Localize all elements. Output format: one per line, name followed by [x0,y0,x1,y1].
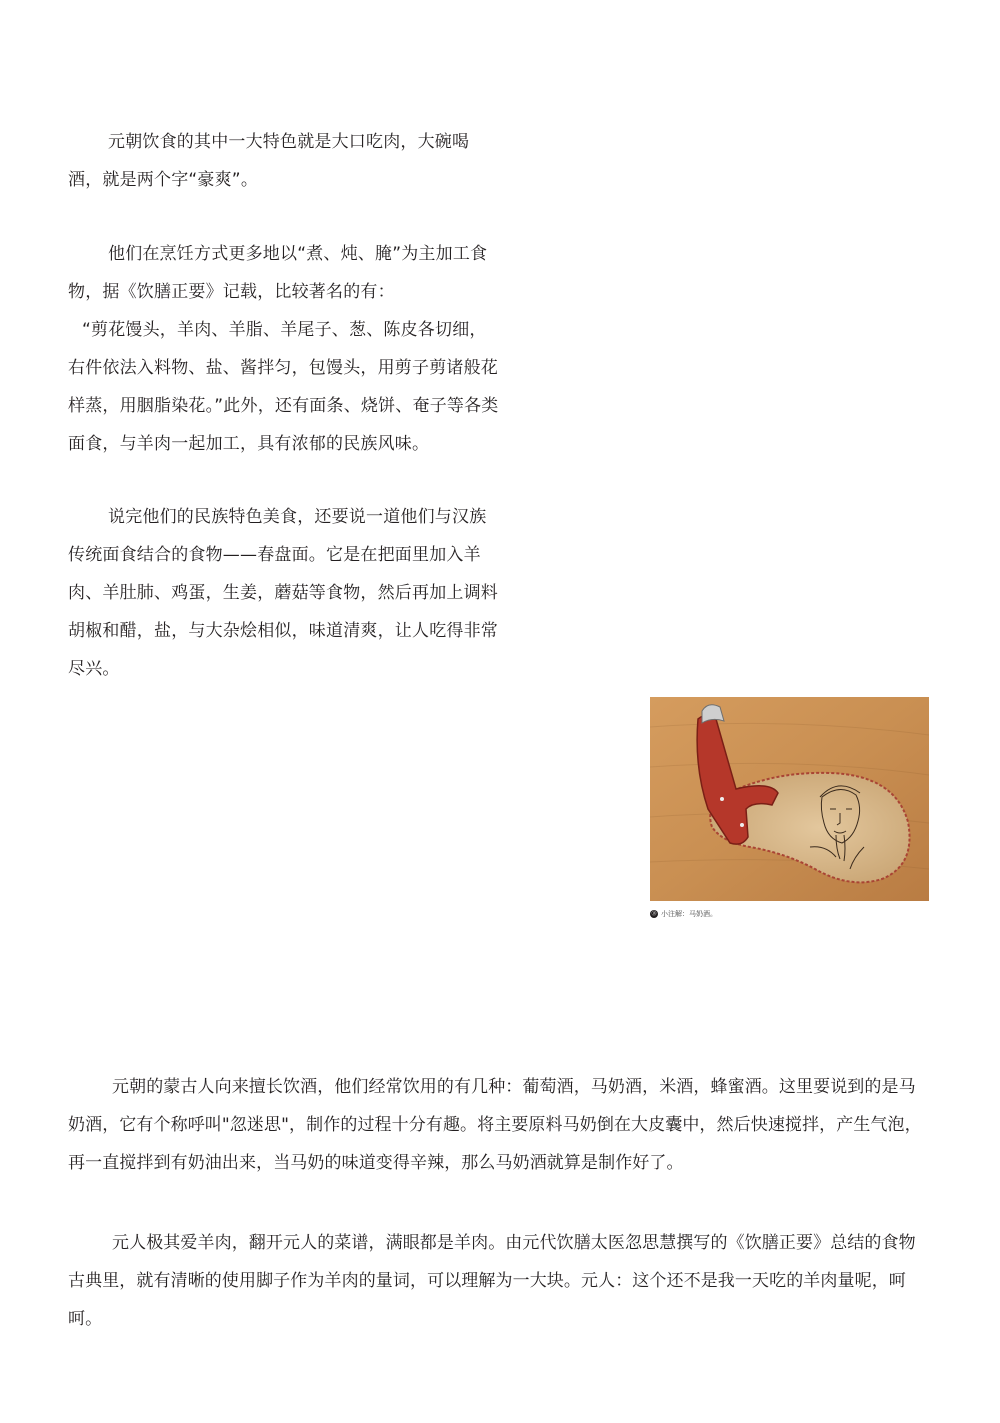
paragraph-intro [68,123,502,199]
paragraph-mutton-text: 元人极其爱羊肉，翻开元人的菜谱，满眼都是羊肉。由元代饮膳太医忽思慧撰写的《饮膳正要》总结的食物古典里，就有清晰的使用脚子作为羊肉的量词，可以理解为一大块。元人：这个还不是我一天吃的羊肉量呢，呵呵。 [68,1233,916,1329]
koumiss-flask-photo [650,697,929,901]
paragraph-cooking [68,235,502,463]
paragraph-chunpan-noodles [68,498,502,688]
paragraph-intro-text: 元朝饮食的其中一大特色就是大口吃肉，大碗喝酒，就是两个字“豪爽”。 [68,132,470,190]
caption-number-marker: ⑱ [651,911,657,917]
paragraph-koumiss-text: 元朝的蒙古人向来擅长饮酒，他们经常饮用的有几种：葡萄酒，马奶酒，米酒，蜂蜜酒。这里要说到的是马奶酒，它有个称呼叫"忽迷思"，制作的过程十分有趣。将主要原料马奶倒在大皮囊中，然后快速搅拌，产生气泡，再一直搅拌到有奶油出来，当马奶的味道变得辛辣，那么马奶酒就算是制作好了。 [68,1077,922,1173]
paragraph-koumiss [68,1068,932,1182]
photo-caption [650,909,717,919]
paragraph-cooking-quote: “剪花馒头，羊肉、羊脂、羊尾子、葱、陈皮各切细，右件依法入料物、盐、酱拌匀，包馒头，用剪子剪诸般花样蒸，用胭脂染花。”此外，还有面条、烧饼、奄子等各类面食，与羊肉一起加工，具有浓郁的民族风味。 [68,320,499,454]
caption-text: 小注解：马奶酒。 [661,910,717,918]
paragraph-mutton [68,1224,932,1338]
paragraph-cooking-text: 他们在烹饪方式更多地以“煮、炖、腌”为主加工食物，据《饮膳正要》记载，比较著名的有： [68,244,488,302]
paragraph-chunpan-text: 说完他们的民族特色美食，还要说一道他们与汉族传统面食结合的食物——春盘面。它是在把面里加入羊肉、羊肚肺、鸡蛋，生姜，蘑菇等食物，然后再加上调料胡椒和醋，盐，与大杂烩相似，味道清爽，让人吃得非常尽兴。 [68,507,498,679]
